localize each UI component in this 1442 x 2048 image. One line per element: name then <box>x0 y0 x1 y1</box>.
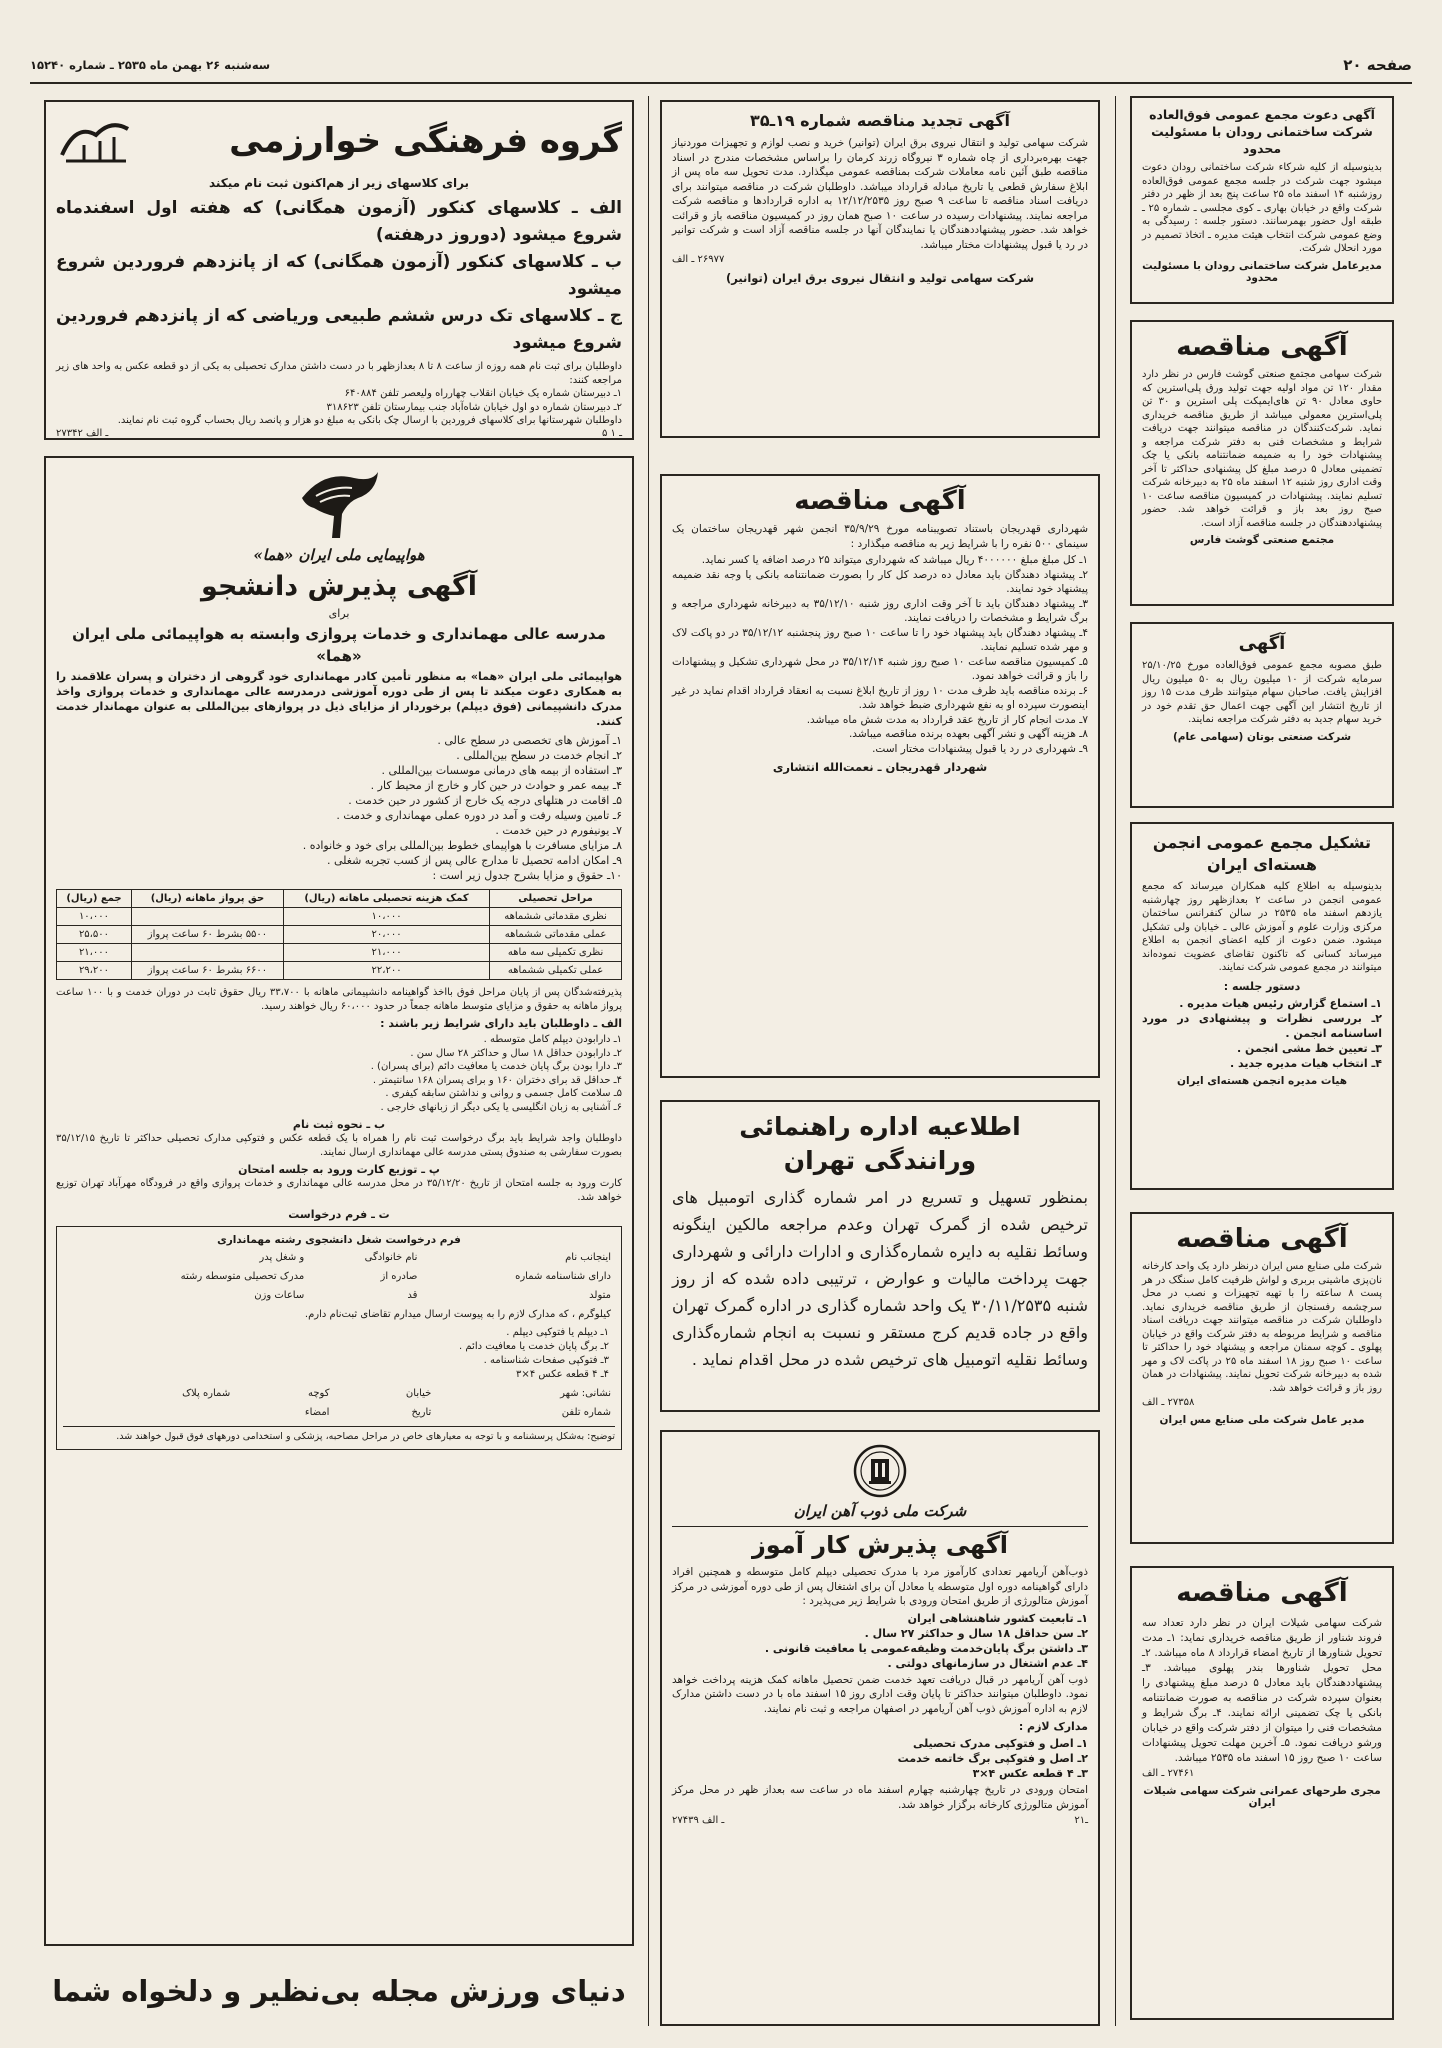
form-field-label: شماره تلفن <box>561 1407 611 1418</box>
attachment-item: ۲ـ برگ پایان خدمت یا معافیت دائم . <box>459 1341 609 1352</box>
form-field-label: و شغل پدر <box>259 1252 305 1263</box>
homa-benefits <box>56 733 622 883</box>
homa-reg: داوطلبان واجد شرایط باید برگ درخواست ثبت نام را همراه با یک قطعه عکس و فتوکپی مدارک تحصیلی حداکثر تا تاریخ ۳۵/۱۲/۱۵ بصورت سفارشی به صندوق پستی مدرسه عالی مهمانداری ارسال نمایند. <box>56 1133 622 1158</box>
ad-tavanir-sign: شرکت سهامی تولید و انتقال نیروی برق ایران (توانیر) <box>725 271 1035 285</box>
form-row <box>63 1305 615 1324</box>
column-divider <box>1115 96 1116 2026</box>
homa-intro: هواپیمائی ملی ایران «هما» به منظور تأمین کادر مهمانداری خود گروهی از دختران و پسران علاقمند را به همکاری دعوت میکند تا پس از طی دوره آموزشی درمدرسه عالی مهمانداری و خدمات پروازی واخذ مدرک دانشپیمانی (فوق دیپلم) برخوردار از مزایای ذیل در پروازهای بین‌المللی به عنوان مهماندار خدمت کنند. <box>56 670 622 728</box>
form-footnote: توضیح: به‌شکل پرسشنامه و با توجه به معیارهای خاص در مراحل مصاحبه، پزشکی و استخدامی دورههای فوق قبول خواهند شد. <box>63 1426 615 1443</box>
table-cell: ۶۶۰۰ بشرط ۶۰ ساعت پرواز <box>131 962 283 980</box>
form-row <box>63 1286 615 1305</box>
steel-company: شرکت ملی ذوب آهن ایران <box>793 1502 967 1520</box>
homa-form-label: ت ـ فرم درخواست <box>288 1208 390 1221</box>
ad-butan-sign: شرکت صنعتی بوتان (سهامی عام) <box>1172 730 1352 743</box>
table-cell: ۱۰،۰۰۰ <box>57 908 132 926</box>
form-row <box>63 1403 615 1422</box>
magazine-banner <box>44 1960 634 2022</box>
doc-item: ۱ـ اصل و فتوکپی مدرک تحصیلی <box>912 1737 1088 1750</box>
condition-item: ۳ـ داشتن برگ پایان‌خدمت وظیفه‌عمومی یا معافیت قانونی . <box>764 1641 1088 1655</box>
kharazmi-code2: ۵ ـ ۱ <box>601 427 622 439</box>
ad-tender-fisheries-title: آگهی مناقصه <box>1176 1578 1348 1608</box>
steel-code2: ۲ـ۱ <box>1074 1815 1088 1826</box>
benefit-item: ۶ـ تامین وسیله رفت و آمد در دوره عملی مهمانداری و خدمت . <box>336 809 622 822</box>
ad-tender-ghahderijan-items <box>672 553 1088 756</box>
kharazmi-c: ج ـ کلاسهای تک درس ششم طبیعی وریاضی که از پانزدهم فروردین شروع میشود <box>56 306 622 353</box>
form-attachments <box>63 1326 615 1382</box>
tender-item: ۷ـ مدت انجام کار از تاریخ عقد قرارداد به مدت شش ماه میباشد. <box>806 713 1088 726</box>
dateline: سه‌شنبه ۲۶ بهمن ماه ۲۵۳۵ ـ شماره ۱۵۲۴۰ <box>30 58 271 72</box>
ad-tender-copper-body: شرکت ملی صنایع مس ایران درنظر دارد یک واحد کارخانه نان‌پزی ماشینی بربری و لواش ظرفیت کامل سنگک در هر پست ۸ ساعته را با تهیه تجهیزات و نصب در محل سرچشمه رفسنجان از طریق مناقصه خریداری نماید. داوطلبان شرکت در مناقصه میتوانند جهت دریافت اسناد مناقصه و شرایط مربوطه به دفتر شرکت واقع در خیابان پهلوی ـ کوچه سمنان مراجعه و پیشنهاد خود را حداکثر تا ساعت ۱۰ صبح روز ۱۸ اسفند ماه ۲۵ در پاکت لاک و مهر شده به دبیرخانه شرکت تحویل نمایند. پیشنهادات در همان روز باز و قرائت خواهد شد. <box>1142 1261 1383 1394</box>
homa-para1: پذیرفته‌شدگان پس از پایان مراحل فوق بااخذ گواهینامه دانشپیمانی ماهانه با ۳۳،۷۰۰ ریال حقوق ثابت در دوران خدمت و با ۱۰۰ ساعت پرواز ماهانه به حقوق و مزایای متوسط ماهانه جمعاً در حدود ۶۰،۰۰۰ ریال خواهند رسید. <box>56 987 622 1012</box>
steel-title: آگهی پذیرش کار آموز <box>751 1531 1009 1559</box>
requirement-item: ۶ـ آشنایی به زبان انگلیسی یا یکی دیگر از زبانهای خارجی . <box>380 1101 622 1113</box>
ad-tavanir <box>660 100 1100 438</box>
table-cell: ۲۲،۲۰۰ <box>283 962 489 980</box>
homa-bird-icon <box>294 468 384 544</box>
requirement-item: ۱ـ دارابودن دیپلم کامل متوسطه . <box>483 1034 622 1045</box>
kharazmi-addr3: داوطلبان شهرستانها برای کلاسهای فروردین با ارسال چک بانکی به مبلغ دو هزار و پانصد ریال بحساب گروه ثبت نام نمایند. <box>117 415 622 426</box>
table-cell: نظری تکمیلی سه ماهه <box>490 944 622 962</box>
table-header: کمک هزینه تحصیلی ماهانه (ریال) <box>283 890 489 908</box>
form-field-label: تاریخ <box>411 1407 432 1418</box>
steel-code: ۲۷۴۳۹ ـ الف <box>672 1815 725 1826</box>
ad-meeting-body: بدینوسیله از کلیه شرکاء شرکت ساختمانی رودان دعوت میشود جهت شرکت در جلسه مجمع عمومی فوق‌العاده روزشنبه ۱۴ اسفند ماه ۲۵ ساعت پنج بعد از ظهر در دفتر شرکت واقع در خیابان بهاری ـ کوی مجلسی ـ شماره ۲۵ ـ طبقه اول حضور بهمرسانند. دستور جلسه : رسیدگی به وضع عمومی شرکت انتخاب هیئت مدیره ـ اتخاذ تصمیم در مورد انحلال شرکت. <box>1142 162 1382 254</box>
homa-logo <box>56 466 622 546</box>
ad-homa <box>44 456 634 1946</box>
table-cell: ۲۱،۰۰۰ <box>283 944 489 962</box>
homa-exam-label: پ ـ توزیع کارت ورود به جلسه امتحان <box>238 1163 440 1176</box>
homa-for: برای <box>328 607 350 620</box>
form-row <box>63 1267 615 1286</box>
header-rule <box>30 82 1412 84</box>
kharazmi-title: گروه فرهنگی خوارزمی <box>229 121 622 161</box>
ad-traffic-police <box>660 1100 1100 1412</box>
attachment-item: ۳ـ فتوکپی صفحات شناسنامه . <box>483 1355 609 1366</box>
table-cell: نظری مقدماتی ششماهه <box>490 908 622 926</box>
form-field-label: صادره از <box>380 1271 418 1282</box>
ad-tender-fisheries-sign: مجری طرحهای عمرانی شرکت سهامی شیلات ایران <box>1143 1785 1381 1809</box>
doc-item: ۳ـ ۴ قطعه عکس ۴×۳ <box>972 1767 1088 1780</box>
page-number: صفحه ۲۰ <box>1343 56 1412 74</box>
homa-logo-text: هواپیمایی ملی ایران «هما» <box>253 546 425 564</box>
kharazmi-header <box>56 110 622 172</box>
ad-tender-fars <box>1130 320 1394 606</box>
ad-meeting <box>1130 96 1394 304</box>
benefit-item: ۱۰ـ حقوق و مزایا بشرح جدول زیر است : <box>432 869 622 882</box>
requirement-item: ۲ـ دارابودن حداقل ۱۸ سال و حداکثر ۲۸ سال سن . <box>410 1047 622 1059</box>
ad-tavanir-title: آگهی تجدید مناقصه شماره ۱۹ـ۳۵ <box>750 111 1010 130</box>
agenda-item: ۳ـ تعیین خط مشی انجمن . <box>1237 1041 1382 1055</box>
benefit-item: ۴ـ بیمه عمر و حوادث در حین کار و خارج از محیط کار . <box>370 779 622 792</box>
ad-steel <box>660 1430 1100 2026</box>
application-form <box>56 1226 622 1450</box>
ad-nuclear-agenda-label: دستور جلسه : <box>1223 979 1301 993</box>
ad-tender-ghahderijan-body: شهرداری قهدریجان باستناد تصویبنامه مورخ ۳۵/۹/۲۹ انجمن شهر قهدریجان ساختمان یک سینمای ۵۰۰ نفره را با شرایط زیر به مناقصه میگذارد : <box>672 523 1088 550</box>
ad-butan <box>1130 622 1394 808</box>
ad-tender-copper-title: آگهی مناقصه <box>1176 1224 1348 1254</box>
requirement-item: ۴ـ حداقل قد برای دختران ۱۶۰ و برای پسران ۱۶۸ سانتیمتر . <box>372 1074 622 1086</box>
table-header: جمع (ریال) <box>57 890 132 908</box>
form-address <box>63 1384 615 1422</box>
ad-nuclear-agenda <box>1142 996 1382 1071</box>
tender-item: ۵ـ کمیسیون مناقصه ساعت ۱۰ صبح روز شنبه ۳۵/۱۲/۱۴ در محل شهرداری تشکیل و پیشنهادات را باز و قرائت خواهد نمود. <box>672 655 1088 682</box>
attachment-item: ۱ـ دیپلم یا فتوکپی دیپلم . <box>506 1327 609 1338</box>
form-field-label: مدرک تحصیلی متوسطه رشته <box>180 1271 305 1282</box>
ad-tender-ghahderijan-title: آگهی مناقصه <box>794 486 966 516</box>
table-cell: عملی تکمیلی ششماهه <box>490 962 622 980</box>
table-cell: ۱۰،۰۰۰ <box>283 908 489 926</box>
steel-emblem-icon <box>852 1443 908 1499</box>
condition-item: ۱ـ تابعیت کشور شاهنشاهی ایران <box>907 1611 1088 1625</box>
kharazmi-lead: برای کلاسهای زیر از هم‌اکنون ثبت نام میکند <box>208 176 470 190</box>
tender-item: ۴ـ پیشنهاد دهندگان باید پیشنهاد خود را تا ساعت ۱۰ صبح روز پنجشنبه ۳۵/۱۲/۱۲ در دو پاکت لاک و مهر شده تسلیم نمایند. <box>672 626 1088 653</box>
ad-nuclear-body: بدینوسیله به اطلاع کلیه همکاران میرساند که مجمع عمومی انجمن در ساعت ۲ بعدازظهر روز چهارشنبه یازدهم اسفند ماه ۲۵۳۵ در سالن کنفرانس ساختمان مرکزی وزارت علوم و آموزش عالی ـ خیابان ولی تشکیل میشود. ضمن دعوت از کلیه اعضای انجمن به اطلاع میرساند کسانی که تاکنون تقاضای عضویت نموده‌اند میتوانند در مجمع عمومی شرکت نمایند. <box>1142 881 1383 973</box>
ad-tender-fisheries-code: ۲۷۴۶۱ ـ الف <box>1142 1768 1195 1779</box>
table-cell: ۲۱،۰۰۰ <box>57 944 132 962</box>
form-field-label: شماره پلاک <box>182 1388 231 1399</box>
ad-traffic-title: اطلاعیه اداره راهنمائی ورانندگی تهران <box>739 1112 1021 1175</box>
ad-tender-ghahderijan <box>660 474 1100 1078</box>
page-header <box>30 50 1412 80</box>
doc-item: ۲ـ اصل و فتوکپی برگ خاتمه خدمت <box>897 1752 1088 1765</box>
table-header: حق پرواز ماهانه (ریال) <box>131 890 283 908</box>
homa-school: مدرسه عالی مهمانداری و خدمات پروازی وابسته به هواپیمائی ملی ایران «هما» <box>72 625 606 665</box>
ad-meeting-title: آگهی دعوت مجمع عمومی فوق‌العاده شرکت ساختمانی رودان با مسئولیت محدود <box>1149 107 1375 156</box>
homa-exam: کارت ورود به جلسه امتحان از تاریخ ۳۵/۱۲/۲۰ در محل مدرسه عالی مهمانداری و خدمات پروازی واقع در فرودگاه مهرآباد تهران توزیع خواهد شد. <box>56 1178 622 1203</box>
kharazmi-code: ۲۷۳۴۲ ـ الف <box>56 427 109 439</box>
table-header-row <box>57 890 622 908</box>
tender-item: ۹ـ شهرداری در رد یا قبول پیشنهادات مختار است. <box>872 742 1088 755</box>
ad-nuclear-title: تشکیل مجمع عمومی انجمن هسته‌ای ایران <box>1152 833 1372 874</box>
kharazmi-logo-icon <box>56 115 134 167</box>
steel-docs-label: مدارک لازم : <box>1018 1720 1088 1733</box>
requirement-item: ۳ـ دارا بودن برگ پایان خدمت یا معافیت دائم (برای پسران) . <box>370 1061 622 1072</box>
form-field-label: نام خانوادگی <box>364 1252 418 1263</box>
form-field-label: ساعات وزن <box>254 1290 305 1301</box>
kharazmi-a: الف ـ کلاسهای کنکور (آزمون همگانی) که هفته اول اسفندماه شروع میشود (دوروز درهفته) <box>56 198 622 245</box>
column-divider <box>648 96 649 2026</box>
ad-tender-ghahderijan-sign: شهردار قهدریجان ـ نعمت‌الله انتشاری <box>772 760 988 774</box>
ad-tavanir-code: ۲۶۹۷۷ ـ الف <box>672 254 725 265</box>
form-field-label: کوچه <box>307 1388 330 1399</box>
table-cell: عملی مقدماتی ششماهه <box>490 926 622 944</box>
ad-tender-fars-body: شرکت سهامی مجتمع صنعتی گوشت فارس در نظر دارد مقدار ۱۲۰ تن مواد اولیه جهت تولید ورق پلی‌استرین که حاوی معادل ۹۰ تن های‌ایمپکت پلی استرین و ۳۰ تن پلی‌استرین معمولی میباشد از طریق مناقصه خریداری نماید. شرکت‌کنندگان در مناقصه میتوانند جهت دریافت شرایط و مشخصات فنی به دفتر شرکت مراجعه و پیشنهادات خود را به ضمیمه ضمانتنامه بانکی یا چک تضمینی معادل ۵ درصد مبلغ کل پیشنهادی حداکثر تا آخر وقت اداری روز شنبه ۱۲ اسفند ماه ۲۵ به دبیرخانه شرکت تسلیم نمایند. پیشنهادات در کمیسیون مناقصه ساعت ۱۰ صبح روز بعد باز و قرائت خواهد شد. حضور پیشنهاددهندگان در جلسه مناقصه آزاد است. <box>1142 369 1383 529</box>
agenda-item: ۲ـ بررسی نظرات و پیشنهادی در مورد اساسنامه انجمن . <box>1142 1011 1382 1040</box>
condition-item: ۲ـ سن حداقل ۱۸ سال و حداکثر ۲۷ سال . <box>864 1626 1088 1640</box>
steel-body3: امتحان ورودی در تاریخ چهارشنبه چهارم اسفند ماه در ساعت سه بعداز ظهر در محل مرکز آموزش متالورژی کارخانه برگزار خواهد شد. <box>672 1784 1088 1811</box>
attachment-item: ۴ـ ۴ قطعه عکس ۴×۳ <box>516 1369 609 1380</box>
ad-butan-title: آگهی <box>1238 633 1286 654</box>
ad-tavanir-body: شرکت سهامی تولید و انتقال نیروی برق ایران (توانیر) خرید و نصب لوازم و تجهیزات موردنیاز جهت بهره‌برداری از چاه شماره ۳ نیروگاه زرند کرمان را براساس مشخصات مندرج در اسناد مناقصه طبق آئین نامه معاملات شرکت بمناقصه عمومی میگذارد. مدت تحویل سه ماه پس از ابلاغ سفارش قطعی یا تاریخ مبادله قرارداد میباشد. داوطلبان شرکت در مناقصه میتوانند برای دریافت اسناد مناقصه تا ساعت ۹ صبح روز ۱۲/۱۲/۲۵۳۵ به اداره قراردادها و مناقصه شرکت مراجعه نمایند. پیشنهادات رسیده در ساعت ۱۰ صبح همان روز در کمیسیون مناقصه باز و قرائت خواهد شد. حضور پیشنهاددهندگان یا نمایندگان آنها در جلسه مناقصه آزاد است و شرکت توانیر در رد یا قبول پیشنهادات مختار میباشد. <box>672 137 1088 251</box>
steel-body: ذوب‌آهن آریامهر تعدادی کارآموز مرد با مدرک تحصیلی دیپلم کامل متوسطه و همچنین افراد دارای گواهینامه دوره اول متوسطه یا معادل آن برای اشتغال پس از طی دوره آموزشی در مرکز آموزش متالورژی از طریق امتحان ورودی با شرایط زیر می‌پذیرد : <box>672 1566 1088 1607</box>
kharazmi-addr1: ۱ـ دبیرستان شماره یک خیابان انقلاب چهارراه ولیعصر تلفن ۶۴۰۸۸۴ <box>344 388 622 399</box>
magazine-banner-text: دنیای ورزش مجله بی‌نظیر و دلخواه شما <box>52 1974 626 2008</box>
form-field-label: خیابان <box>405 1388 432 1399</box>
steel-body2: ذوب آهن آریامهر در قبال دریافت تعهد خدمت ضمن تحصیل ماهانه کمک هزینه پرداخت خواهد نمود. داوطلبان میتوانند حداکثر تا پایان وقت اداری روز ۱۵ اسفند ماه با در دست داشتن مدارک لازم به اداره آموزش ذوب آهن آریامهر در اصفهان مراجعه و ثبت نام نمایند. <box>672 1673 1088 1715</box>
ad-kharazmi <box>44 100 634 440</box>
ad-butan-body: طبق مصوبه مجمع عمومی فوق‌العاده مورخ ۲۵/۱۰/۲۵ سرمایه شرکت از ۱۰ میلیون ریال به ۵۰ میلیون ریال افزایش یافت. صاحبان سهام میتوانند ظرف مدت ۱۵ روز از تاریخ انتشار این آگهی جهت اعمال حق تقدم خود در خرید سهام جدید به دفتر شرکت مراجعه نمایند. <box>1142 660 1382 725</box>
ad-tender-copper-code: ۲۷۳۵۸ ـ الف <box>1142 1397 1195 1408</box>
kharazmi-b: ب ـ کلاسهای کنکور (آزمون همگانی) که از پانزدهم فروردین شروع میشود <box>56 252 622 299</box>
steel-logo <box>672 1440 1088 1502</box>
kharazmi-codes <box>56 428 622 439</box>
table-row <box>57 944 622 962</box>
homa-reg-label: ب ـ نحوه ثبت نام <box>292 1118 386 1131</box>
steel-conditions <box>672 1611 1088 1671</box>
table-row <box>57 908 622 926</box>
homa-title: آگهی پذیرش دانشجو <box>201 571 477 602</box>
table-cell <box>131 944 283 962</box>
benefit-item: ۸ـ مزایای مسافرت با هواپیمای خطوط بین‌المللی برای خود و خانواده . <box>302 839 622 852</box>
table-cell: ۵۵۰۰ بشرط ۶۰ ساعت پرواز <box>131 926 283 944</box>
homa-salary-table <box>56 889 622 980</box>
benefit-item: ۲ـ انجام خدمت در سطح بین‌المللی . <box>456 749 622 762</box>
form-row <box>63 1248 615 1267</box>
form-field-label: اینجانب نام <box>565 1252 611 1263</box>
steel-codes <box>672 1815 1088 1826</box>
table-row <box>57 926 622 944</box>
requirement-item: ۵ـ سلامت کامل جسمی و روانی و نداشتن سابقه کیفری . <box>385 1088 622 1099</box>
agenda-item: ۴ـ انتخاب هیات مدیره جدید . <box>1229 1056 1382 1070</box>
table-cell: ۲۰،۰۰۰ <box>283 926 489 944</box>
form-field-label: کیلوگرم ، که مدارک لازم را به پیوست ارسال میدارم تقاضای ثبت‌نام دارم. <box>304 1309 611 1320</box>
form-field-label: امضاء <box>304 1407 330 1418</box>
form-row <box>63 1384 615 1403</box>
agenda-item: ۱ـ استماع گزارش رئیس هیات مدیره . <box>1179 996 1382 1010</box>
benefit-item: ۵ـ اقامت در هتلهای درجه یک خارج از کشور در حین خدمت . <box>348 794 622 807</box>
benefit-item: ۱ـ آموزش های تخصصی در سطح عالی . <box>437 734 622 747</box>
kharazmi-note: داوطلبان برای ثبت نام همه روزه از ساعت ۸ تا ۸ بعدازظهر با در دست داشتن مدارک تحصیلی به یکی از دو قطعه عکس به واحد های زیر مراجعه کنند: <box>56 361 623 386</box>
form-fields <box>63 1248 615 1324</box>
tender-item: ۳ـ پیشنهاد دهندگان باید تا آخر وقت اداری روز شنبه ۳۵/۱۲/۱۰ به دبیرخانه شهرداری مراجعه و برگ شرایط و مشخصات را دریافت نمایند. <box>672 597 1088 624</box>
homa-requirements <box>56 1033 622 1114</box>
table-cell: ۲۹،۲۰۰ <box>57 962 132 980</box>
form-field-label: متولد <box>589 1290 611 1301</box>
benefit-item: ۹ـ امکان ادامه تحصیل تا مدارج عالی پس از کسب تجربه شغلی . <box>326 854 622 867</box>
ad-nuclear-sign: هیات مدیره انجمن هسته‌ای ایران <box>1177 1074 1347 1087</box>
tender-item: ۶ـ برنده مناقصه باید ظرف مدت ۱۰ روز از تاریخ ابلاغ نسبت به انعقاد قرارداد اقدام نماید در غیر اینصورت سپرده او به نفع شهرداری ضبط خواهد شد. <box>672 684 1088 711</box>
table-cell <box>131 908 283 926</box>
ad-tender-fisheries-body: شرکت سهامی شیلات ایران در نظر دارد تعداد سه فروند شناور از طریق مناقصه خریداری نماید: ۱ـ مدت تحویل شناور‌ها از تاریخ امضاء قرارداد ۸ ماه میباشد. ۲ـ محل تحویل شناور‌ها بندر پهلوی میباشد. ۳ـ پیشنهاددهندگان باید معادل ۵ درصد مبلغ پیشنهادی را بعنوان سپرده شرکت در مناقصه به صورت ضمانتنامه بانکی یا چک تضمینی ارائه نمایند. ۴ـ برگ شرایط و مشخصات فنی را میتوان از دفتر شرکت واقع در خیابان ورشو دریافت نمود. ۵ـ آخرین مهلت تحویل پیشنهادات ساعت ۱۰ صبح روز ۱۵ اسفند ماه ۲۵۳۵ میباشد. <box>1142 1617 1383 1764</box>
ad-tender-fars-title: آگهی مناقصه <box>1176 332 1348 362</box>
ad-tender-copper <box>1130 1212 1394 1544</box>
ad-nuclear <box>1130 822 1394 1190</box>
homa-req-label: الف ـ داوطلبان باید دارای شرایط زیر باشند : <box>380 1017 622 1030</box>
tender-item: ۸ـ هزینه آگهی و نشر آگهی بعهده برنده مناقصه میباشد. <box>848 728 1088 740</box>
form-title: فرم درخواست شغل دانشجوی رشته مهمانداری <box>217 1234 461 1246</box>
ad-tender-fisheries <box>1130 1566 1394 2020</box>
form-field-label: نشانی: شهر <box>560 1388 611 1399</box>
ad-tender-copper-sign: مدیر عامل شرکت ملی صنایع مس ایران <box>1159 1414 1365 1426</box>
tender-item: ۱ـ کل مبلغ مبلغ ۴۰۰۰۰۰۰ ریال میباشد که شهرداری میتواند ۲۵ درصد اضافه یا کسر نماید. <box>701 554 1088 566</box>
form-field-label: قد <box>407 1290 418 1301</box>
ad-traffic-body: بمنظور تسهیل و تسریع در امر شماره گذاری اتومبیل های ترخیص شده از گمرک تهران وعدم مراجعه مالکین اینگونه وسائط نقلیه به دایره شماره‌گذاری و ادارات دارائی و شهرداری جهت پرداخت مالیات و عوارض ، ترتیبی داده شده که از روز شنبه ۳۰/۱۱/۲۵۳۵ یک واحد شماره گذاری در اداره گمرک تهران واقع در جاده قدیم کرج مستقر و نسبت به انجام شماره‌گذاری وسائط نقلیه اتومبیل های ترخیص شده در محل اقدام نماید . <box>672 1188 1088 1369</box>
ad-tender-fars-sign: مجتمع صنعتی گوشت فارس <box>1189 534 1335 546</box>
benefit-item: ۳ـ استفاده از بیمه های درمانی موسسات بین‌المللی . <box>381 764 622 777</box>
benefit-item: ۷ـ یونیفورم در حین خدمت . <box>495 824 622 837</box>
tender-item: ۲ـ پیشنهاد دهندگان باید معادل ده درصد کل کار را بصورت ضمانتنامه بانکی یا وجه نقد ضمیمه پیشنهاد خود نمایند. <box>672 568 1088 595</box>
table-row <box>57 962 622 980</box>
table-cell: ۲۵،۵۰۰ <box>57 926 132 944</box>
form-field-label: دارای شناسنامه شماره <box>515 1271 611 1282</box>
steel-docs <box>672 1736 1088 1781</box>
table-header: مراحل تحصیلی <box>490 890 622 908</box>
condition-item: ۴ـ عدم اشتغال در سازمانهای دولتی . <box>887 1656 1088 1670</box>
kharazmi-addr2: ۲ـ دبیرستان شماره دو اول خیابان شاه‌آباد جنب بیمارستان تلفن ۳۱۸۶۲۳ <box>326 401 622 413</box>
ad-meeting-sign: مدیرعامل شرکت ساختمانی رودان با مسئولیت محدود <box>1142 259 1382 284</box>
